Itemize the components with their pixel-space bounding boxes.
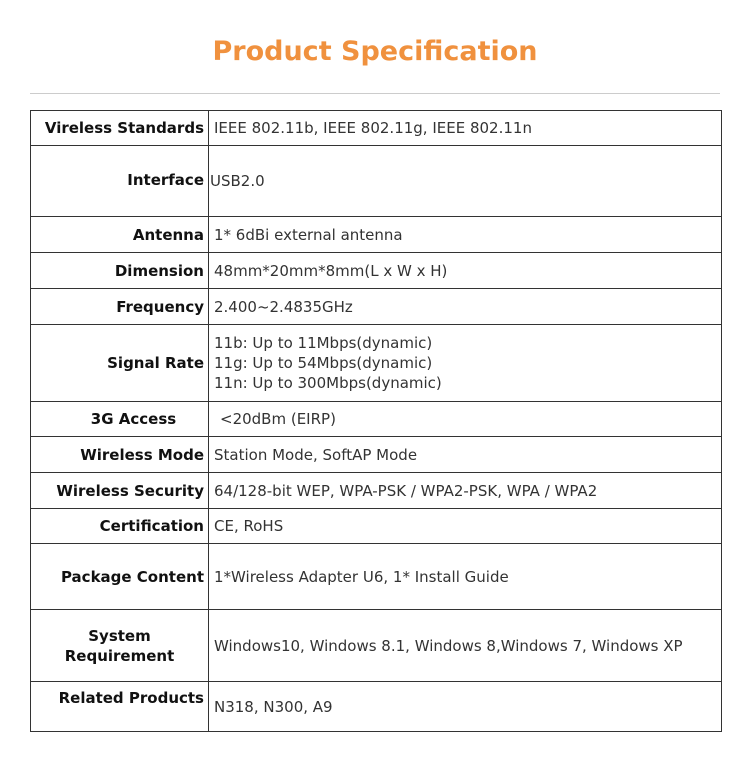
spec-label: Signal Rate (31, 325, 209, 402)
table-row (31, 253, 722, 289)
spec-value: N318, N300, A9 (209, 682, 722, 732)
spec-value: CE, RoHS (209, 509, 722, 544)
spec-value: 1*Wireless Adapter U6, 1* Install Guide (209, 544, 722, 610)
table-row (31, 610, 722, 682)
table-row (31, 217, 722, 253)
table-row (31, 146, 722, 217)
spec-label: Frequency (31, 289, 209, 325)
spec-label: Interface (31, 146, 209, 217)
spec-label: Related Products (31, 682, 209, 732)
table-row (31, 437, 722, 473)
table-row (31, 509, 722, 544)
table-row (31, 325, 722, 402)
spec-value: <20dBm (EIRP) (209, 402, 722, 437)
table-row (31, 111, 722, 146)
spec-label: Certification (31, 509, 209, 544)
table-row (31, 544, 722, 610)
spec-label: Antenna (31, 217, 209, 253)
spec-value: 2.400~2.4835GHz (209, 289, 722, 325)
spec-label: Wireless Mode (31, 437, 209, 473)
signal-rate-line: 11b: Up to 11Mbps(dynamic) (214, 334, 433, 352)
title-divider (30, 93, 720, 94)
spec-value: 48mm*20mm*8mm(L x W x H) (209, 253, 722, 289)
spec-label-line: Requirement (64, 646, 175, 665)
table-row (31, 682, 722, 732)
spec-label: Dimension (31, 253, 209, 289)
spec-value: Windows10, Windows 8.1, Windows 8,Windows 7, Windows XP (209, 610, 722, 682)
spec-value: 64/128-bit WEP, WPA-PSK / WPA2-PSK, WPA / WPA2 (209, 473, 722, 509)
spec-label: Wireless Security (31, 473, 209, 509)
spec-label: 3G Access (31, 402, 209, 437)
page-title: Product Specification (212, 36, 538, 67)
spec-label (31, 610, 209, 682)
spec-label: Package Content (31, 544, 209, 610)
spec-value: USB2.0 (209, 146, 722, 217)
spec-value: 1* 6dBi external antenna (209, 217, 722, 253)
spec-value: Station Mode, SoftAP Mode (209, 437, 722, 473)
spec-value (209, 325, 722, 402)
table-row (31, 289, 722, 325)
spec-table (30, 110, 722, 732)
table-row (31, 473, 722, 509)
spec-label-line: System (88, 626, 151, 645)
signal-rate-line: 11n: Up to 300Mbps(dynamic) (214, 374, 442, 392)
table-row (31, 402, 722, 437)
spec-value: IEEE 802.11b, IEEE 802.11g, IEEE 802.11n (209, 111, 722, 146)
signal-rate-line: 11g: Up to 54Mbps(dynamic) (214, 354, 433, 372)
spec-label: Vireless Standards (31, 111, 209, 146)
